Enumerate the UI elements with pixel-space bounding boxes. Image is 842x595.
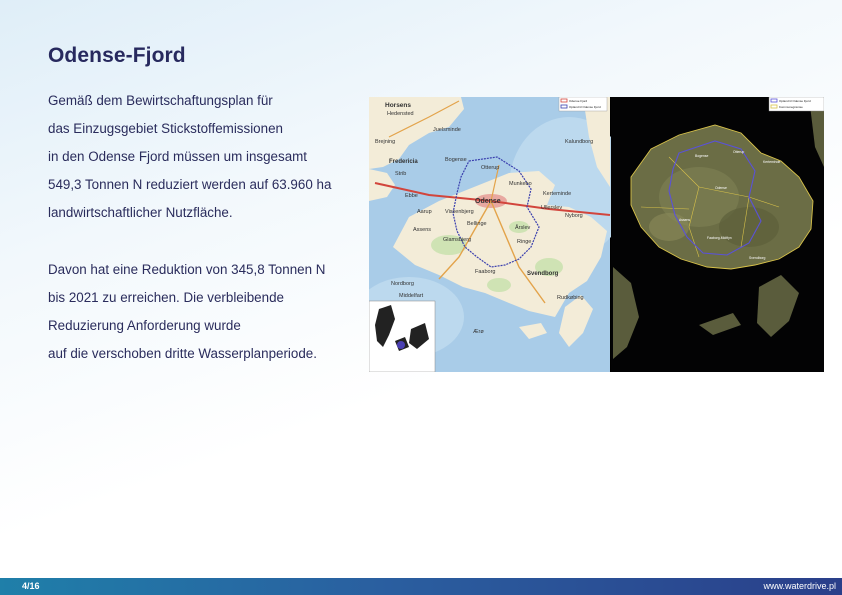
paragraph-2-line: Reduzierung Anforderung wurde xyxy=(48,318,241,333)
svg-text:Odense Fjord: Odense Fjord xyxy=(569,99,588,103)
paragraph-1-line: Gemäß dem Bewirtschaftungsplan für xyxy=(48,93,273,108)
svg-text:Opland til Odense Fjord: Opland til Odense Fjord xyxy=(569,105,601,109)
svg-text:Bellinge: Bellinge xyxy=(467,221,487,227)
svg-text:Odense: Odense xyxy=(475,198,501,205)
svg-text:Ullerslev: Ullerslev xyxy=(541,205,563,211)
svg-text:Kommunegrænse: Kommunegrænse xyxy=(779,105,803,109)
svg-text:Bogense: Bogense xyxy=(695,154,709,158)
svg-text:Faaborg: Faaborg xyxy=(475,269,496,275)
paragraph-1 xyxy=(48,87,358,227)
svg-text:Fredericia: Fredericia xyxy=(389,159,418,165)
svg-text:Odense: Odense xyxy=(715,186,727,190)
paragraph-2-line: Davon hat eine Reduktion von 345,8 Tonnen N xyxy=(48,262,326,277)
svg-text:Faaborg-Midtfyn: Faaborg-Midtfyn xyxy=(707,236,732,240)
svg-text:Ærø: Ærø xyxy=(473,329,484,335)
page-number: 4/16 xyxy=(22,581,40,591)
odense-fjord-maps xyxy=(369,97,824,372)
footer-bar xyxy=(0,578,842,595)
svg-text:Rudkøbing: Rudkøbing xyxy=(557,295,584,301)
svg-text:Assens: Assens xyxy=(679,218,691,222)
road-map-legend xyxy=(559,97,607,111)
svg-text:Strib: Strib xyxy=(395,171,407,177)
paragraph-1-line: landwirtschaftlicher Nutzfläche. xyxy=(48,205,233,220)
svg-text:Ebbe: Ebbe xyxy=(405,193,418,199)
svg-text:Otterup: Otterup xyxy=(733,150,745,154)
svg-text:Svendborg: Svendborg xyxy=(527,271,559,277)
svg-text:Årslev: Årslev xyxy=(515,225,531,231)
svg-text:Munkebo: Munkebo xyxy=(509,181,532,187)
svg-text:Middelfart: Middelfart xyxy=(399,293,424,299)
svg-text:Aarup: Aarup xyxy=(417,209,432,215)
svg-text:Nordborg: Nordborg xyxy=(391,281,414,287)
svg-text:Vissenbjerg: Vissenbjerg xyxy=(445,209,474,215)
svg-text:Horsens: Horsens xyxy=(385,102,412,109)
svg-text:Otterup: Otterup xyxy=(481,165,500,171)
svg-text:Kerteminde: Kerteminde xyxy=(763,160,781,164)
satellite-map xyxy=(611,97,824,372)
paragraph-2 xyxy=(48,256,358,368)
svg-text:Kalundborg: Kalundborg xyxy=(565,139,594,145)
paragraph-1-line: 549,3 Tonnen N reduziert werden auf 63.960 ha xyxy=(48,177,332,192)
paragraph-1-line: in den Odense Fjord müssen um insgesamt xyxy=(48,149,308,164)
paragraph-2-line: auf die verschoben dritte Wasserplanperiode. xyxy=(48,346,317,361)
svg-text:Glamsbjerg: Glamsbjerg xyxy=(443,237,472,243)
satellite-legend xyxy=(769,97,824,111)
svg-text:Nyborg: Nyborg xyxy=(565,213,583,219)
svg-text:Assens: Assens xyxy=(413,227,432,233)
svg-text:Brejning: Brejning xyxy=(375,139,396,145)
svg-text:Kerteminde: Kerteminde xyxy=(543,191,572,197)
slide-title: Odense-Fjord xyxy=(48,44,186,67)
paragraph-2-line: bis 2021 zu erreichen. Die verbleibende xyxy=(48,290,284,305)
road-map xyxy=(369,97,629,372)
svg-text:Ringe: Ringe xyxy=(517,239,532,245)
website-link[interactable]: www.waterdrive.pl xyxy=(763,581,836,591)
svg-text:Opland til Odense Fjord: Opland til Odense Fjord xyxy=(779,99,811,103)
svg-text:Juelsminde: Juelsminde xyxy=(433,127,461,133)
denmark-inset-map xyxy=(369,301,435,372)
svg-text:Bogense: Bogense xyxy=(445,157,467,163)
svg-text:Hedensted: Hedensted xyxy=(387,111,414,117)
svg-text:Svendborg: Svendborg xyxy=(749,256,766,260)
paragraph-1-line: das Einzugsgebiet Stickstoffemissionen xyxy=(48,121,283,136)
